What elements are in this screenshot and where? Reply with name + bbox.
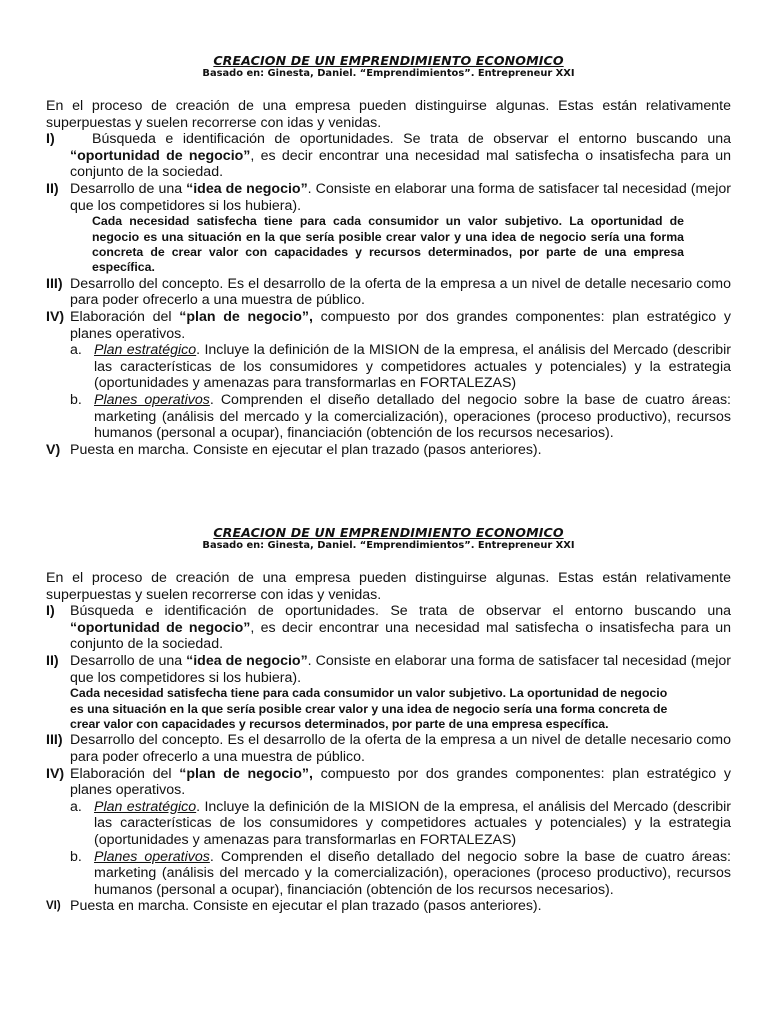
- substep-text: Planes operativos. Comprenden el diseño detallado del negocio sobre la base de cuatro áreas: marketing (análisis del mercado y la comercialización), operaciones (proceso productivo), recursos humanos (personal a ocupar), financiación (obtención de los recursos necesarios).: [94, 848, 731, 898]
- step-v: [46, 442, 731, 459]
- step-ii: [46, 181, 731, 214]
- step-iv: [46, 309, 731, 342]
- step-text: Puesta en marcha. Consiste en ejecutar el plan trazado (pasos anteriores).: [70, 441, 542, 458]
- substep-a: [70, 342, 731, 392]
- step-number: I): [46, 131, 55, 148]
- step-number: V): [46, 441, 61, 458]
- substep-letter: b.: [70, 391, 82, 408]
- step-i: [46, 603, 731, 653]
- step-text: Desarrollo de una “idea de negocio”. Consiste en elaborar una forma de satisfacer tal necesidad (mejor que los competidores si los hubiera).: [70, 652, 731, 686]
- step-number: III): [46, 732, 63, 749]
- step-text: Búsqueda e identificación de oportunidades. Se trata de observar el entorno buscando una “oportunidad de negocio”, es decir encontrar una necesidad mal satisfecha o insatisfecha para un conjunto de la sociedad.: [70, 131, 731, 181]
- substep-b: [70, 849, 731, 899]
- substep-b: [70, 392, 731, 442]
- bold-note: Cada necesidad satisfecha tiene para cada consumidor un valor subjetivo. La oportunidad de negocio es una situación en la que sería posible crear valor y una idea de negocio sería una forma concreta de crear valor con capacidades y recursos determinados, por parte de una empresa específica.: [70, 686, 668, 731]
- substep-letter: a.: [70, 798, 82, 815]
- intro-paragraph: En el proceso de creación de una empresa pueden distinguirse algunas. Estas están relativamente superpuestas y suelen recorrerse con idas y venidas.: [46, 98, 731, 131]
- step-iii: [46, 276, 731, 309]
- step-number: II): [46, 652, 59, 669]
- step-i: [46, 131, 731, 181]
- step-number: IV): [46, 765, 65, 782]
- section-subtitle: Basado en: Ginesta, Daniel. “Emprendimientos”. Entrepreneur XXI: [202, 68, 575, 79]
- bold-note: Cada necesidad satisfecha tiene para cada consumidor un valor subjetivo. La oportunidad de negocio es una situación en la que sería posible crear valor y una idea de negocio sería una forma concreta de crear valor con capacidades y recursos determinados, por parte de una empresa específica.: [92, 214, 684, 275]
- step-text: Desarrollo del concepto. Es el desarrollo de la oferta de la empresa a un nivel de detalle necesario como para poder ofrecerlo a una muestra de público.: [70, 732, 731, 765]
- substep-text: Plan estratégico. Incluye la definición de la MISION de la empresa, el análisis del Mercado (describir las características de los consumidores y competidores actuales y potenciales) y la estrategia (oportunidades y amenazas para transformarlas en FORTALEZAS): [94, 342, 731, 392]
- intro-paragraph: En el proceso de creación de una empresa pueden distinguirse algunas. Estas están relativamente superpuestas y suelen recorrerse con idas y venidas.: [46, 570, 731, 603]
- step-vi: [46, 898, 731, 915]
- step-number: I): [46, 603, 55, 620]
- step-number: III): [46, 275, 63, 292]
- substep-a: [70, 799, 731, 849]
- step-text: Búsqueda e identificación de oportunidades. Se trata de observar el entorno buscando una “oportunidad de negocio”, es decir encontrar una necesidad mal satisfecha o insatisfecha para un conjunto de la sociedad.: [70, 603, 731, 653]
- step-text: Desarrollo del concepto. Es el desarrollo de la oferta de la empresa a un nivel de detalle necesario como para poder ofrecerlo a una muestra de público.: [70, 275, 731, 309]
- substep-text: Planes operativos. Comprenden el diseño detallado del negocio sobre la base de cuatro áreas: marketing (análisis del mercado y la comercialización), operaciones (proceso productivo), recursos humanos (personal a ocupar), financiación (obtención de los recursos necesarios).: [94, 391, 731, 442]
- step-text: Elaboración del “plan de negocio”, compuesto por dos grandes componentes: plan estratégico y planes operativos.: [70, 308, 731, 342]
- step-text: Elaboración del “plan de negocio”, compuesto por dos grandes componentes: plan estratégico y planes operativos.: [70, 765, 731, 799]
- document-section-2: [46, 526, 731, 915]
- section-title: CREACION DE UN EMPRENDIMIENTO ECONOMICO: [213, 53, 564, 68]
- section-title: CREACION DE UN EMPRENDIMIENTO ECONOMICO: [213, 525, 564, 540]
- substep-text: Plan estratégico. Incluye la definición de la MISION de la empresa, el análisis del Mercado (describir las características de los consumidores y competidores actuales y potenciales) y la estrategia (oportunidades y amenazas para transformarlas en FORTALEZAS): [94, 798, 731, 848]
- step-iv: [46, 766, 731, 799]
- section-subtitle: Basado en: Ginesta, Daniel. “Emprendimientos”. Entrepreneur XXI: [202, 540, 575, 551]
- document-section-1: [46, 54, 731, 458]
- step-text: Desarrollo de una “idea de negocio”. Consiste en elaborar una forma de satisfacer tal necesidad (mejor que los competidores si los hubiera).: [70, 180, 731, 214]
- substep-letter: b.: [70, 848, 82, 865]
- step-text: Puesta en marcha. Consiste en ejecutar el plan trazado (pasos anteriores).: [70, 898, 542, 915]
- step-number: VI): [46, 900, 61, 913]
- step-number: IV): [46, 308, 65, 325]
- step-iii: [46, 732, 731, 765]
- step-ii: [46, 653, 731, 686]
- substep-letter: a.: [70, 342, 82, 359]
- step-number: II): [46, 180, 59, 197]
